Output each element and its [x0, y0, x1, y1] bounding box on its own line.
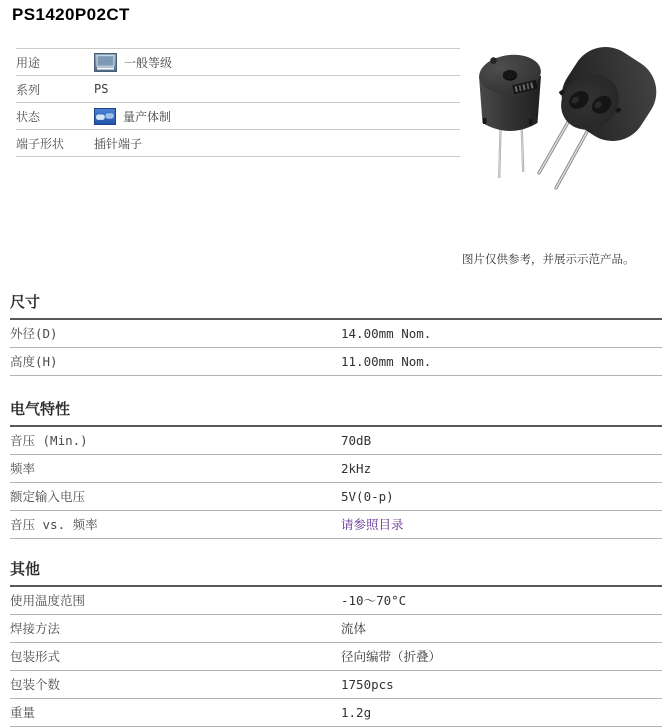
spec-row: [10, 348, 662, 376]
summary-value-usage: 一般等级: [124, 55, 173, 70]
spec-value-weight: 1.2g: [341, 705, 372, 720]
spec-label-packaging-type: 包装形式: [10, 649, 61, 664]
spec-label-weight: 重量: [10, 705, 36, 720]
spec-value-frequency: 2kHz: [341, 461, 372, 476]
spec-value-operating-temp: -10～70°C: [341, 593, 407, 608]
spec-value-packaging-qty: 1750pcs: [341, 677, 394, 692]
section-others: [10, 561, 662, 727]
table-row: [16, 130, 460, 157]
summary-value-terminal: 插针端子: [94, 136, 143, 151]
summary-label-terminal: 端子形状: [16, 136, 65, 151]
spec-label-rated-voltage: 额定输入电压: [10, 489, 86, 504]
summary-value-series: PS: [94, 82, 109, 96]
spec-value-outer-diameter: 14.00mm Nom.: [341, 326, 432, 341]
spec-row: [10, 699, 662, 727]
spec-row: [10, 587, 662, 615]
summary-value-status: 量产体制: [123, 109, 172, 124]
spec-row: [10, 615, 662, 643]
section-title-electrical: 电气特性: [10, 401, 662, 427]
section-dimensions: [10, 294, 662, 376]
spec-label-outer-diameter: 外径(D): [10, 326, 58, 341]
spec-row: [10, 427, 662, 455]
spec-row: [10, 455, 662, 483]
spec-row: [10, 483, 662, 511]
table-row: [16, 103, 460, 130]
spec-value-soldering: 流体: [341, 621, 367, 636]
spec-row: [10, 643, 662, 671]
image-disclaimer: 图片仅供参考，并展示示范产品。: [462, 252, 635, 266]
spec-row: [10, 320, 662, 348]
summary-label-status: 状态: [16, 109, 41, 124]
spec-label-operating-temp: 使用温度范围: [10, 593, 86, 608]
production-icon: [94, 108, 116, 125]
page-title: PS1420P02CT: [12, 5, 130, 24]
spec-value-sound-pressure: 70dB: [341, 433, 372, 448]
catalog-reference-link[interactable]: 请参照目录: [341, 517, 404, 532]
spec-label-soldering: 焊接方法: [10, 621, 61, 636]
monitor-icon: [94, 53, 117, 72]
table-row: [16, 76, 460, 103]
spec-label-spl-vs-freq: 音压 vs. 频率: [10, 517, 98, 532]
spec-label-frequency: 频率: [10, 461, 36, 476]
product-image: [466, 46, 666, 194]
spec-value-rated-voltage: 5V(0-p): [341, 489, 394, 504]
product-summary-table: [16, 48, 460, 157]
spec-value-packaging-type: 径向编带（折叠）: [341, 649, 442, 664]
section-title-dimensions: 尺寸: [10, 294, 662, 320]
section-electrical: [10, 401, 662, 539]
table-row: [16, 49, 460, 76]
summary-label-series: 系列: [16, 82, 41, 97]
spec-label-sound-pressure: 音压 (Min.): [10, 433, 88, 448]
spec-label-packaging-qty: 包装个数: [10, 677, 61, 692]
section-title-others: 其他: [10, 561, 662, 587]
spec-row: [10, 671, 662, 699]
spec-label-height: 高度(H): [10, 354, 58, 369]
spec-row: [10, 511, 662, 539]
summary-label-usage: 用途: [16, 55, 41, 70]
spec-value-height: 11.00mm Nom.: [341, 354, 432, 369]
